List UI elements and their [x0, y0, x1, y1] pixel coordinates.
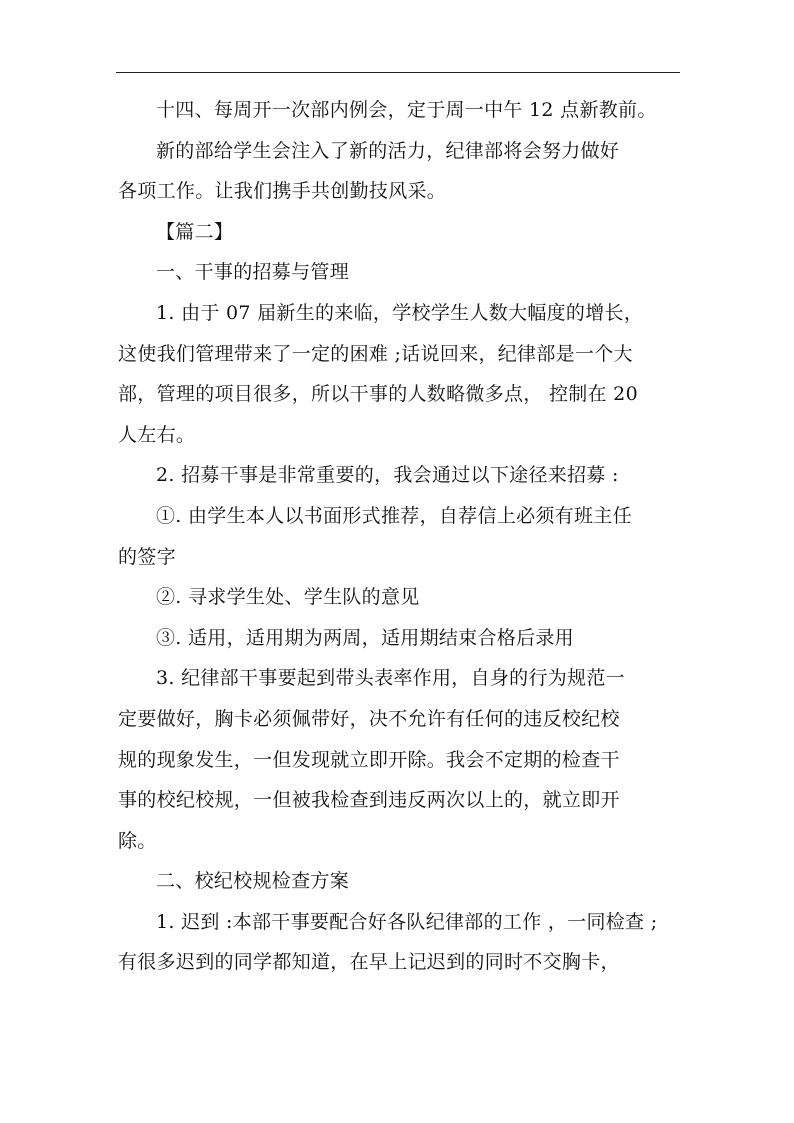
text-line: 1. 由于 07 届新生的来临，学校学生人数大幅度的增长，: [156, 301, 644, 324]
text-line: 1. 迟到 :本部干事要配合好各队纪律部的工作 ，一同检查 ;: [156, 910, 658, 933]
heading-inspection: [118, 861, 684, 902]
text-line: 新的部给学生会注入了新的活力，纪律部将会努力做好: [156, 139, 620, 162]
paragraph-item-3: [118, 658, 684, 861]
paragraph-subitem-2: [118, 577, 684, 618]
text-line: ③. 适用，适用期为两周，适用期结束合格后录用: [156, 626, 574, 649]
paragraph-subitem-1: [118, 496, 684, 577]
text-line: 一、干事的招募与管理: [156, 261, 350, 284]
text-line: 定要做好，胸卡必须佩带好，决不允许有任何的违反校纪校: [118, 707, 620, 730]
paragraph-meeting: [118, 90, 684, 131]
document-body: [118, 90, 684, 983]
text-line: 【篇二】: [156, 220, 234, 243]
text-line: ②. 寻求学生处、学生队的意见: [156, 586, 420, 609]
text-line: 人左右。: [118, 423, 196, 446]
text-line: 事的校纪校规，一但被我检查到违反两次以上的，就立即开: [118, 789, 620, 812]
text-line: 除。: [118, 829, 157, 852]
text-line: 各项工作。让我们携手共创勤技风采。: [118, 180, 447, 203]
text-line: ①. 由学生本人以书面形式推荐，自荐信上必须有班主任: [156, 504, 632, 527]
text-line: 部，管理的项目很多，所以干事的人数略微多点， 控制在 20: [118, 383, 638, 406]
paragraph-closing: [118, 131, 684, 212]
paragraph-item-1: [118, 293, 684, 455]
paragraph-lateness: [118, 902, 684, 983]
text-line: 2. 招募干事是非常重要的，我会通过以下途径来招募 :: [156, 464, 619, 487]
paragraph-item-2: [118, 455, 684, 496]
heading-recruitment: [118, 252, 684, 293]
text-line: 3. 纪律部干事要起到带头表率作用，自身的行为规范一: [156, 667, 625, 690]
text-line: 十四、每周开一次部内例会，定于周一中午 12 点新教前。: [156, 99, 657, 121]
text-line: 这使我们管理带来了一定的困难 ;话说回来，纪律部是一个大: [118, 342, 633, 365]
text-line: 的签字: [118, 545, 176, 568]
section-heading-part-two: [118, 212, 684, 253]
text-line: 有很多迟到的同学都知道，在早上记迟到的同时不交胸卡，: [118, 951, 620, 974]
text-line: 二、校纪校规检查方案: [156, 870, 350, 893]
paragraph-subitem-3: [118, 618, 684, 659]
header-rule: [116, 72, 680, 73]
text-line: 规的现象发生，一但发现就立即开除。我会不定期的检查干: [118, 748, 620, 771]
